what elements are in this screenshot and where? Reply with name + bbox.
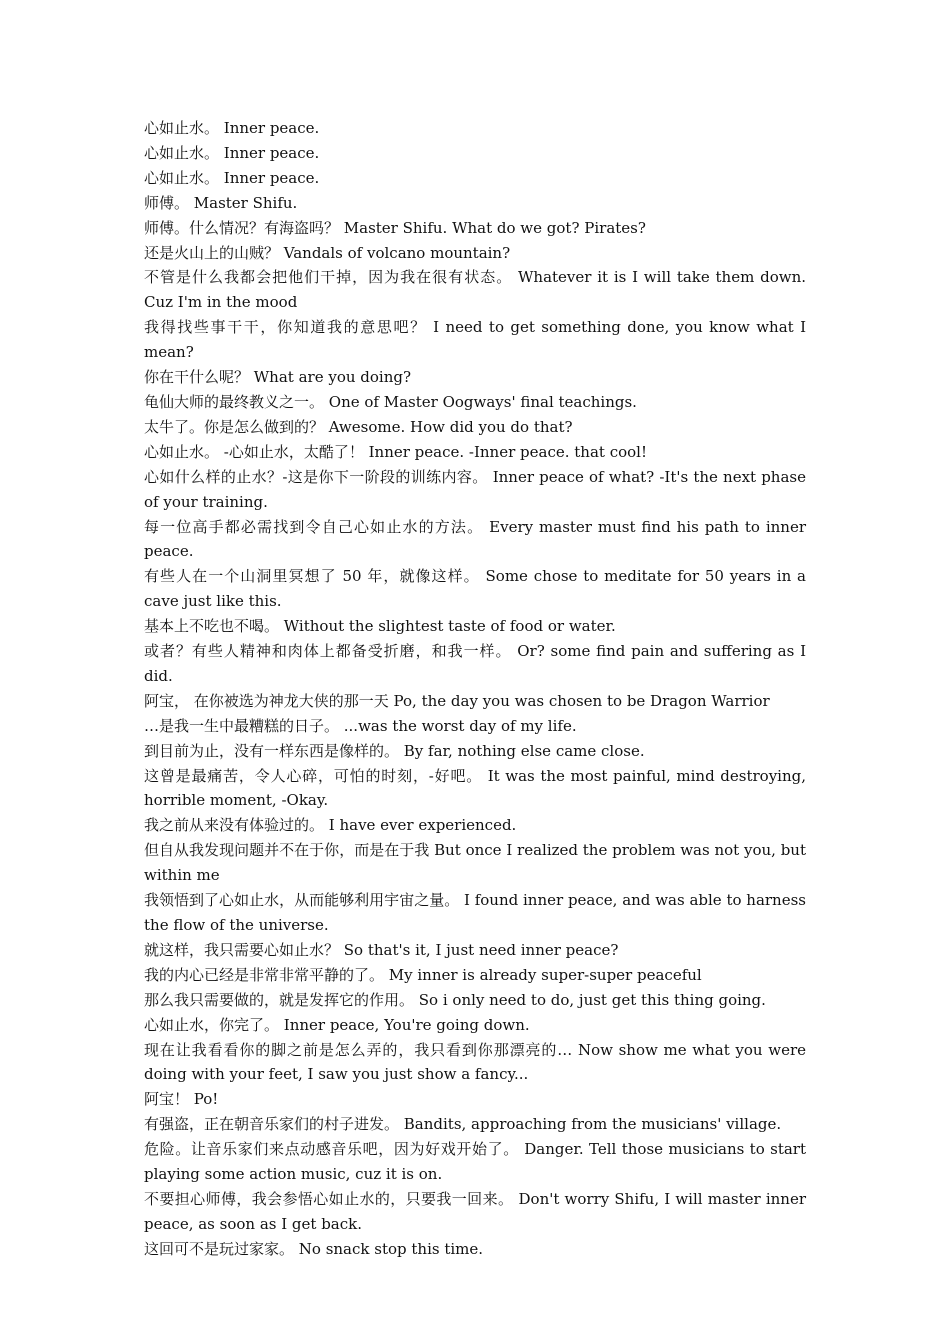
subtitle-line: 我之前从来没有体验过的。 I have ever experienced.: [144, 816, 517, 835]
subtitle-line: 心如止水。 Inner peace.: [144, 168, 320, 187]
subtitle-line: …是我一生中最糟糕的日子。 ...was the worst day of my life.: [144, 716, 577, 735]
subtitle-line: 就这样，我只需要心如止水？ So that's it, I just need inner peace?: [144, 940, 619, 959]
subtitle-line: 心如止水。 Inner peace.: [144, 119, 320, 137]
subtitle-line: 危险。让音乐家们来点动感音乐吧，因为好戏开始了。 Danger. Tell those musicians to start playing some action music, cuz it is on.: [144, 1140, 806, 1184]
subtitle-line: 但自从我发现问题并不在于你，而是在于我 But once I realized the problem was not you, but within me: [144, 841, 806, 885]
subtitle-line: 我领悟到了心如止水，从而能够利用宇宙之量。 I found inner peace, and was able to harness the flow of the universe.: [144, 891, 806, 934]
subtitle-transcript: [144, 116, 806, 1262]
subtitle-line: 这曾是最痛苦，令人心碎，可怕的时刻，-好吧。 It was the most painful, mind destroying, horrible moment, -Okay.: [144, 766, 806, 810]
subtitle-line: 师傅。 Master Shifu.: [144, 193, 298, 212]
subtitle-line: 现在让我看看你的脚之前是怎么弄的，我只看到你那漂亮的… Now show me what you were doing with your feet, I saw you just show a fancy...: [144, 1040, 806, 1084]
subtitle-line: 不要担心师傅，我会参悟心如止水的，只要我一回来。 Don't worry Shifu, I will master inner peace, as soon as I get back.: [144, 1189, 806, 1233]
subtitle-line: 阿宝！ Po!: [144, 1090, 219, 1109]
subtitle-line: 这回可不是玩过家家。 No snack stop this time.: [144, 1239, 484, 1258]
subtitle-line: 那么我只需要做的，就是发挥它的作用。 So i only need to do, just get this thing going.: [144, 990, 766, 1009]
subtitle-line: 龟仙大师的最终教义之一。 One of Master Oogways' final teachings.: [144, 392, 637, 411]
subtitle-line: 有强盗，正在朝音乐家们的村子进发。 Bandits, approaching from the musicians' village.: [144, 1115, 782, 1134]
subtitle-line: 阿宝， 在你被选为神龙大侠的那一天 Po, the day you was chosen to be Dragon Warrior: [144, 691, 770, 710]
subtitle-line: 心如止水，你完了。 Inner peace, You're going down.: [144, 1015, 530, 1034]
subtitle-line: 还是火山上的山贼？ Vandals of volcano mountain?: [144, 243, 511, 262]
subtitle-line: 我的内心已经是非常非常平静的了。 My inner is already super-super peaceful: [144, 965, 702, 984]
subtitle-line: 每一位高手都必需找到令自己心如止水的方法。 Every master must find his path to inner peace.: [144, 517, 806, 561]
subtitle-line: 师傅。什么情况？有海盗吗？ Master Shifu. What do we got? Pirates?: [144, 218, 646, 237]
subtitle-line: 心如止水。 -心如止水，太酷了！ Inner peace. -Inner peace. that cool!: [144, 442, 647, 461]
subtitle-line: 太牛了。你是怎么做到的？ Awesome. How did you do that?: [144, 417, 573, 436]
subtitle-line: 或者？有些人精神和肉体上都备受折磨，和我一样。 Or? some find pain and suffering as I did.: [144, 642, 806, 685]
subtitle-line: 心如什么样的止水？-这是你下一阶段的训练内容。 Inner peace of what? -It's the next phase of your training.: [144, 467, 806, 511]
subtitle-line: 你在干什么呢？ What are you doing?: [144, 368, 412, 387]
subtitle-line: 有些人在一个山洞里冥想了 50 年，就像这样。 Some chose to meditate for 50 years in a cave just like this.: [144, 567, 806, 611]
subtitle-line: 心如止水。 Inner peace.: [144, 143, 320, 162]
subtitle-line: 我得找些事干干，你知道我的意思吧？ I need to get something done, you know what I mean?: [144, 318, 806, 362]
subtitle-line: 到目前为止，没有一样东西是像样的。 By far, nothing else came close.: [144, 741, 645, 760]
subtitle-line: 不管是什么我都会把他们干掉，因为我在很有状态。 Whatever it is I will take them down. Cuz I'm in the mood: [144, 268, 806, 312]
subtitle-line: 基本上不吃也不喝。 Without the slightest taste of food or water.: [144, 617, 616, 636]
